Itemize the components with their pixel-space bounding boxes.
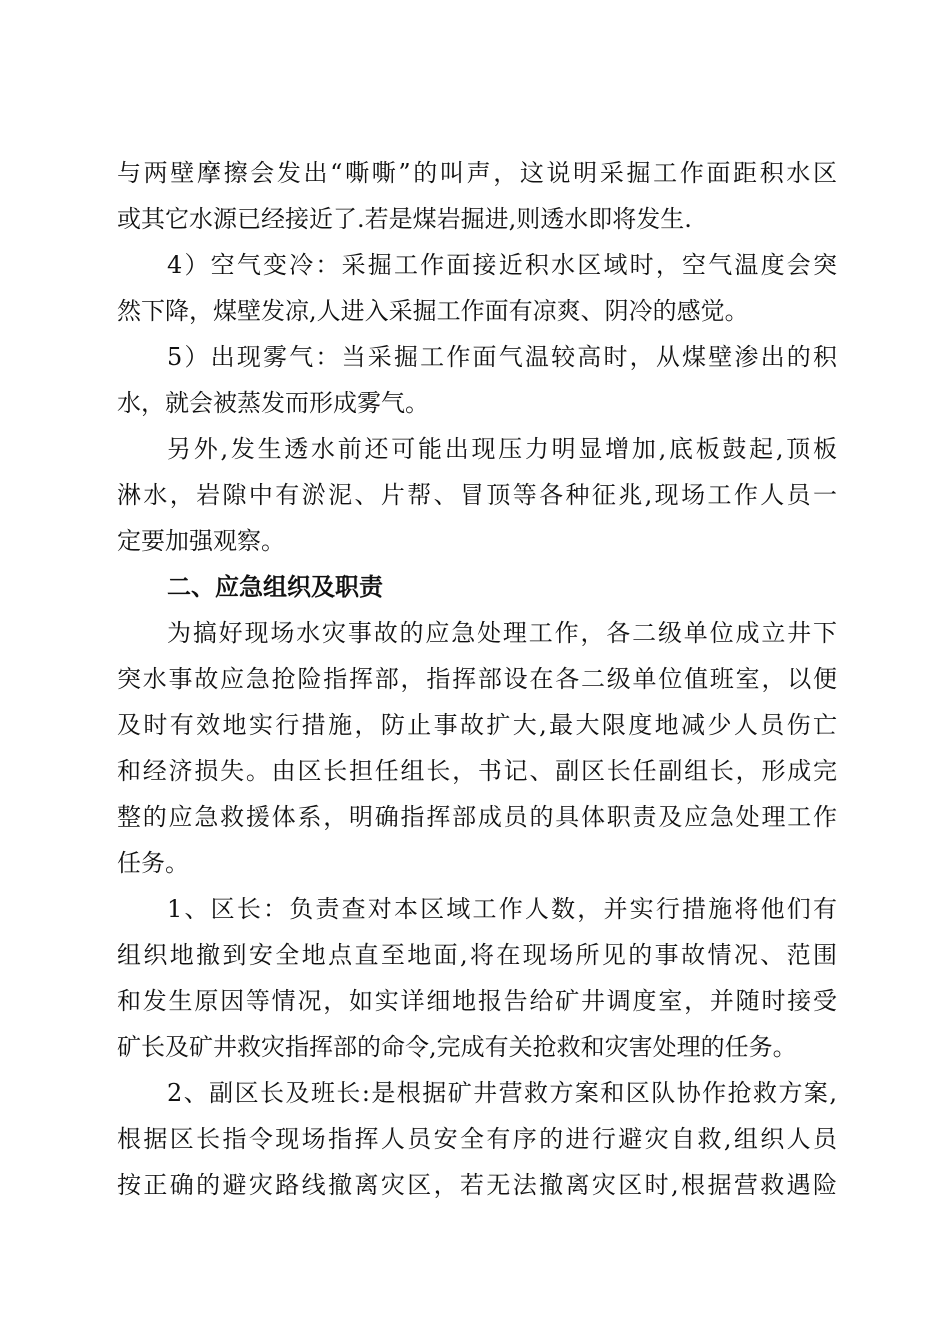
text-line: 根据区长指令现场指挥人员安全有序的进行避灾自救,组织人员 [117,1125,837,1153]
text-line: 定要加强观察。 [117,527,285,555]
text-line: 淋水，岩隙中有淤泥、片帮、冒顶等各种征兆,现场工作人员一 [117,481,837,509]
text-line: 与两壁摩擦会发出“嘶嘶”的叫声，这说明采掘工作面距积水区 [117,159,837,187]
section-heading: 二、应急组织及职责 [167,573,383,601]
document-body [117,150,837,1208]
text-line: 为搞好现场水灾事故的应急处理工作，各二级单位成立井下 [167,619,837,647]
text-line: 和发生原因等情况，如实详细地报告给矿井调度室，并随时接受 [117,987,837,1015]
text-line: 矿长及矿井救灾指挥部的命令,完成有关抢救和灾害处理的任务。 [117,1033,797,1061]
text-line: 1、区长：负责查对本区域工作人数，并实行措施将他们有 [167,895,837,923]
text-line: 及时有效地实行措施，防止事故扩大,最大限度地减少人员伤亡 [117,711,837,739]
text-line: 或其它水源已经接近了.若是煤岩掘进,则透水即将发生. [117,205,692,233]
text-line: 整的应急救援体系，明确指挥部成员的具体职责及应急处理工作 [117,803,837,831]
text-line: 水，就会被蒸发而形成雾气。 [117,389,429,417]
text-line: 4）空气变冷：采掘工作面接近积水区域时，空气温度会突 [167,251,837,279]
text-line: 组织地撤到安全地点直至地面,将在现场所见的事故情况、范围 [117,941,837,969]
text-line: 另外,发生透水前还可能出现压力明显增加,底板鼓起,顶板 [167,435,837,463]
text-line: 和经济损失。由区长担任组长，书记、副区长任副组长，形成完 [117,757,837,785]
text-line: 任务。 [117,849,189,877]
text-line: 按正确的避灾路线撤离灾区，若无法撤离灾区时,根据营救遇险 [117,1171,837,1199]
text-line: 5）出现雾气：当采掘工作面气温较高时，从煤壁渗出的积 [167,343,837,371]
text-line: 突水事故应急抢险指挥部，指挥部设在各二级单位值班室，以便 [117,665,837,693]
text-line: 2、副区长及班长:是根据矿井营救方案和区队协作抢救方案, [167,1079,837,1107]
text-line: 然下降，煤壁发凉,人进入采掘工作面有凉爽、阴冷的感觉。 [117,297,749,325]
